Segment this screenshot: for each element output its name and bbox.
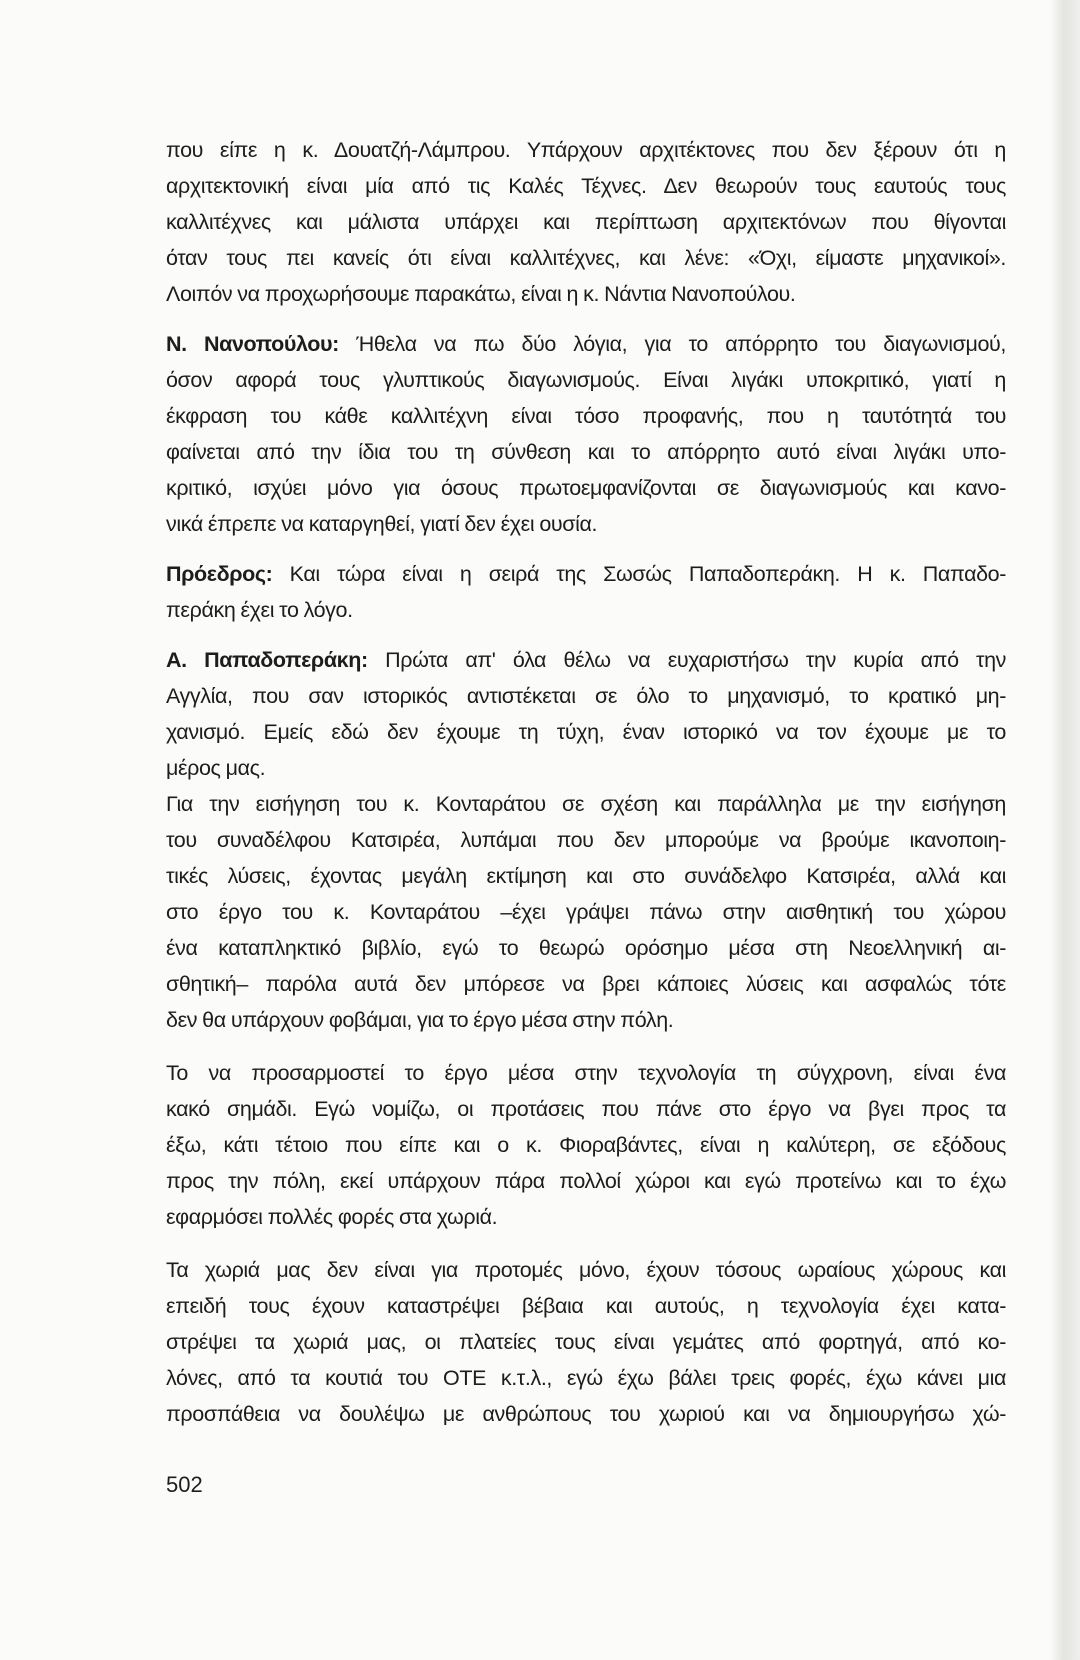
text-line: στο έργο του κ. Κονταράτου –έχει γράψει πάνω στην αισθητική του χώρου [166, 900, 1006, 924]
text-line: προσπάθεια να δουλέψω με ανθρώπους του χωριού και να δημιουργήσω χώ- [166, 1402, 1006, 1426]
paragraph-gap [166, 542, 1006, 556]
text-line: έξω, κάτι τέτοιο που είπε και ο κ. Φιοραβάντες, είναι η καλύτερη, σε εξόδους [166, 1133, 1006, 1157]
paragraph-body [166, 1055, 1006, 1235]
document-body [166, 0, 1006, 1432]
text-line: προς την πόλη, εκεί υπάρχουν πάρα πολλοί χώροι και εγώ προτείνω και το έχω [166, 1169, 1006, 1193]
paragraph-gap [166, 1235, 1006, 1252]
paragraph-gap [166, 312, 1006, 326]
text-line: τικές λύσεις, έχοντας μεγάλη εκτίμηση και στο συνάδελφο Κατσιρέα, αλλά και [166, 864, 1006, 888]
speech-text: Ήθελα να πω δύο λόγια, για το απόρρητο του διαγωνισμού, [356, 332, 1006, 356]
text-line: αρχιτεκτονική είναι μία από τις Καλές Τέχνες. Δεν θεωρούν τους εαυτούς τους [166, 174, 1006, 198]
text-line: σθητική– παρόλα αυτά δεν μπόρεσε να βρει κάποιες λύσεις και ασφαλώς τότε [166, 972, 1006, 996]
text-line [166, 642, 1006, 678]
text-line: Για την εισήγηση του κ. Κονταράτου σε σχέση και παράλληλα με την εισήγηση [166, 792, 1006, 816]
text-line: Τα χωριά μας δεν είναι για προτομές μόνο, έχουν τόσους ωραίους χώρους και [166, 1258, 1006, 1282]
text-line: μέρος μας. [166, 756, 266, 780]
paragraph-nanopoulou [166, 326, 1006, 542]
paragraph-president [166, 556, 1006, 628]
text-line: χανισμό. Εμείς εδώ δεν έχουμε τη τύχη, έναν ιστορικό να τον έχουμε με το [166, 720, 1006, 744]
text-line: Λοιπόν να προχωρήσουμε παρακάτω, είναι η κ. Νάντια Νανοπούλου. [166, 282, 796, 306]
text-line: που είπε η κ. Δουατζή-Λάμπρου. Υπάρχουν αρχιτέκτονες που δεν ξέρουν ότι η [166, 138, 1006, 162]
text-line: ένα καταπληκτικό βιβλίο, εγώ το θεωρώ ορόσημο μέσα στη Νεοελληνική αι- [166, 936, 1006, 960]
paragraph-gap [166, 1038, 1006, 1055]
speech-text: Πρώτα απ' όλα θέλω να ευχαριστήσω την κυρία από την [385, 648, 1007, 672]
page-edge-shadow [1050, 0, 1080, 1660]
text-line: κακό σημάδι. Εγώ νομίζω, οι προτάσεις που πάνε στο έργο να βγει προς τα [166, 1097, 1006, 1121]
text-line: καλλιτέχνες και μάλιστα υπάρχει και περίπτωση αρχιτεκτόνων που θίγονται [166, 210, 1006, 234]
speech-text: Και τώρα είναι η σειρά της Σωσώς Παπαδοπεράκη. Η κ. Παπαδο- [289, 562, 1006, 586]
text-line: Αγγλία, που σαν ιστορικός αντιστέκεται σε όλο το μηχανισμό, το κρατικό μη- [166, 684, 1006, 708]
text-line: νικά έπρεπε να καταργηθεί, γιατί δεν έχει ουσία. [166, 512, 598, 536]
paragraph-papadoperaki [166, 642, 1006, 786]
text-line: του συναδέλφου Κατσιρέα, λυπάμαι που δεν μπορούμε να βρούμε ικανοποιη- [166, 828, 1006, 852]
text-line: κριτικό, ισχύει μόνο για όσους πρωτοεμφανίζονται σε διαγωνισμούς και κανο- [166, 476, 1006, 500]
page-number: 502 [166, 1472, 203, 1497]
text-line: όταν τους πει κανείς ότι είναι καλλιτέχνες, και λένε: «Όχι, είμαστε μηχανικοί». [166, 246, 1006, 270]
speaker-name: Ν. Νανοπούλου: [166, 332, 339, 356]
text-line: φαίνεται από την ίδια του τη σύνθεση και το απόρρητο αυτό είναι λιγάκι υπο- [166, 440, 1006, 464]
text-line: στρέψει τα χωριά μας, οι πλατείες τους είναι γεμάτες από φορτηγά, από κο- [166, 1330, 1006, 1354]
text-line: Το να προσαρμοστεί το έργο μέσα στην τεχνολογία τη σύγχρονη, είναι ένα [166, 1061, 1006, 1085]
text-line: δεν θα υπάρχουν φοβάμαι, για το έργο μέσα στην πόλη. [166, 1008, 674, 1032]
paragraph-continuation [166, 132, 1006, 312]
speaker-name: Α. Παπαδοπεράκη: [166, 648, 368, 672]
paragraph-body [166, 1252, 1006, 1432]
text-line: επειδή τους έχουν καταστρέψει βέβαια και αυτούς, η τεχνολογία έχει κατα- [166, 1294, 1006, 1318]
text-line: λόνες, από τα κουτιά του ΟΤΕ κ.τ.λ., εγώ έχω βάλει τρεις φορές, έχω κάνει μια [166, 1366, 1006, 1390]
text-line [166, 556, 1006, 592]
speaker-name: Πρόεδρος: [166, 562, 273, 586]
text-line: όσον αφορά τους γλυπτικούς διαγωνισμούς. Είναι λιγάκι υποκριτικό, γιατί η [166, 368, 1006, 392]
paragraph-gap [166, 628, 1006, 642]
text-line: έκφραση του κάθε καλλιτέχνη είναι τόσο προφανής, που η ταυτότητά του [166, 404, 1006, 428]
text-line: εφαρμόσει πολλές φορές στα χωριά. [166, 1205, 498, 1229]
text-line [166, 326, 1006, 362]
text-line: περάκη έχει το λόγο. [166, 598, 353, 622]
paragraph-body [166, 786, 1006, 1038]
